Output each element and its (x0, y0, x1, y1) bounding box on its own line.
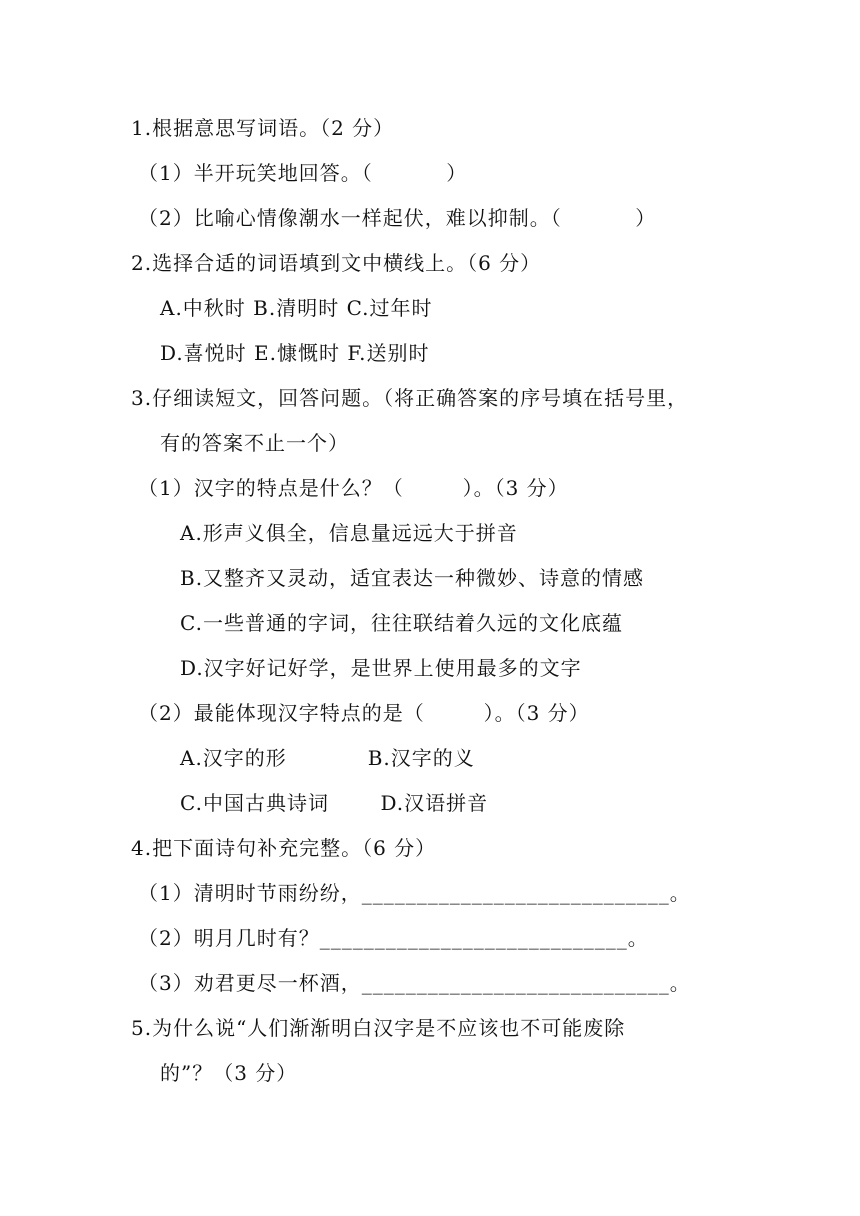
q4-item-2: （2）明月几时有？____________________________。 (138, 926, 649, 950)
q5-title-cont: 的”？（3 分） (160, 1061, 298, 1085)
q4-item-3: （3）劝君更尽一杯酒，____________________________。 (138, 971, 691, 995)
q2-options-row-1: A.中秋时 B.清明时 C.过年时 (160, 296, 433, 320)
q3-sub-2-options-row-2: C.中国古典诗词 D.汉语拼音 (180, 791, 489, 815)
q1-title: 1.根据意思写词语。（2 分） (131, 116, 395, 140)
q3-sub-1-option-a: A.形声义俱全，信息量远远大于拼音 (180, 521, 518, 545)
q3-sub-2-options-row-1: A.汉字的形 B.汉字的义 (180, 746, 475, 770)
q4-title: 4.把下面诗句补充完整。（6 分） (131, 836, 437, 860)
q2-title: 2.选择合适的词语填到文中横线上。（6 分） (131, 251, 542, 275)
q1-item-1: （1）半开玩笑地回答。（ ） (138, 161, 468, 185)
q3-title-cont: 有的答案不止一个） (160, 431, 349, 455)
q3-sub-1-option-d: D.汉字好记好学，是世界上使用最多的文字 (180, 656, 582, 680)
q2-options-row-2: D.喜悦时 E.慷慨时 F.送别时 (160, 341, 430, 365)
q5-title: 5.为什么说“人们渐渐明白汉字是不应该也不可能废除 (131, 1016, 626, 1040)
q3-sub-1-option-c: C.一些普通的字词，往往联结着久远的文化底蕴 (180, 611, 623, 635)
q1-item-2: （2）比喻心情像潮水一样起伏，难以抑制。（ ） (138, 206, 657, 230)
q4-item-1: （1）清明时节雨纷纷，____________________________。 (138, 881, 691, 905)
q3-title: 3.仔细读短文，回答问题。（将正确答案的序号填在括号里， (131, 386, 689, 410)
q3-sub-2: （2）最能体现汉字特点的是（ ）。（3 分） (138, 701, 590, 725)
q3-sub-1: （1）汉字的特点是什么？（ ）。（3 分） (138, 476, 569, 500)
q3-sub-1-option-b: B.又整齐又灵动，适宜表达一种微妙、诗意的情感 (180, 566, 645, 590)
